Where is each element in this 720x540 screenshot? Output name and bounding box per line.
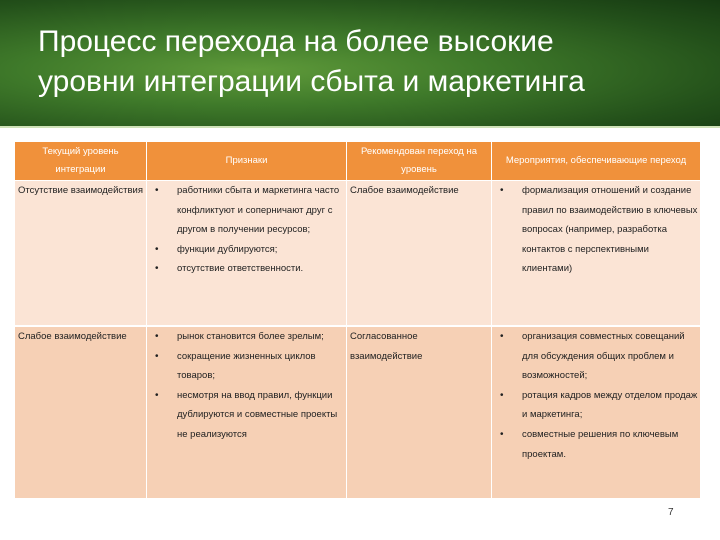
current-level-cell: Отсутствие взаимодействия [15, 181, 147, 327]
current-level-cell: Слабое взаимодействие [15, 326, 147, 498]
sign-item: • рынок становится более зрелым; [147, 327, 346, 347]
table-row [15, 181, 701, 327]
slide-title-line-1: Процесс перехода на более высокие [38, 25, 554, 58]
recommended-level-cell: Согласованное взаимодействие [347, 326, 492, 498]
actions-cell [492, 326, 701, 498]
action-item: • ротация кадров между отделом продаж и маркетинга; [492, 386, 700, 425]
header-actions: Мероприятия, обеспечивающие переход [492, 142, 701, 181]
action-item: • организация совместных совещаний для обсуждения общих проблем и возможностей; [492, 327, 700, 386]
signs-cell [147, 326, 347, 498]
actions-cell [492, 181, 701, 327]
sign-item: • несмотря на ввод правил, функции дублируются и совместные проекты не реализуются [147, 386, 346, 445]
page-number: 7 [668, 507, 674, 518]
sign-item: • функции дублируются; [147, 240, 346, 260]
header-signs: Признаки [147, 142, 347, 181]
action-item: • совместные решения по ключевым проектам. [492, 425, 700, 464]
action-item: • формализация отношений и создание правил по взаимодействию в ключевых вопросах (например, разработка контактов с перспективными клиентами) [492, 181, 700, 279]
recommended-level-cell: Слабое взаимодействие [347, 181, 492, 327]
header-current-level: Текущий уровень интеграции [15, 142, 147, 181]
slide-title [38, 22, 698, 102]
banner-divider [0, 126, 720, 128]
signs-cell [147, 181, 347, 327]
sign-item: • отсутствие ответственности. [147, 259, 346, 279]
sign-item: • работники сбыта и маркетинга часто конфликтуют и соперничают друг с другом в получении ресурсов; [147, 181, 346, 240]
header-recommended-level: Рекомендован переход на уровень [347, 142, 492, 181]
integration-table [14, 141, 701, 498]
slide-title-line-2: уровни интеграции сбыта и маркетинга [38, 65, 585, 98]
table-header-row [15, 142, 701, 181]
table-row [15, 326, 701, 498]
sign-item: • сокращение жизненных циклов товаров; [147, 347, 346, 386]
